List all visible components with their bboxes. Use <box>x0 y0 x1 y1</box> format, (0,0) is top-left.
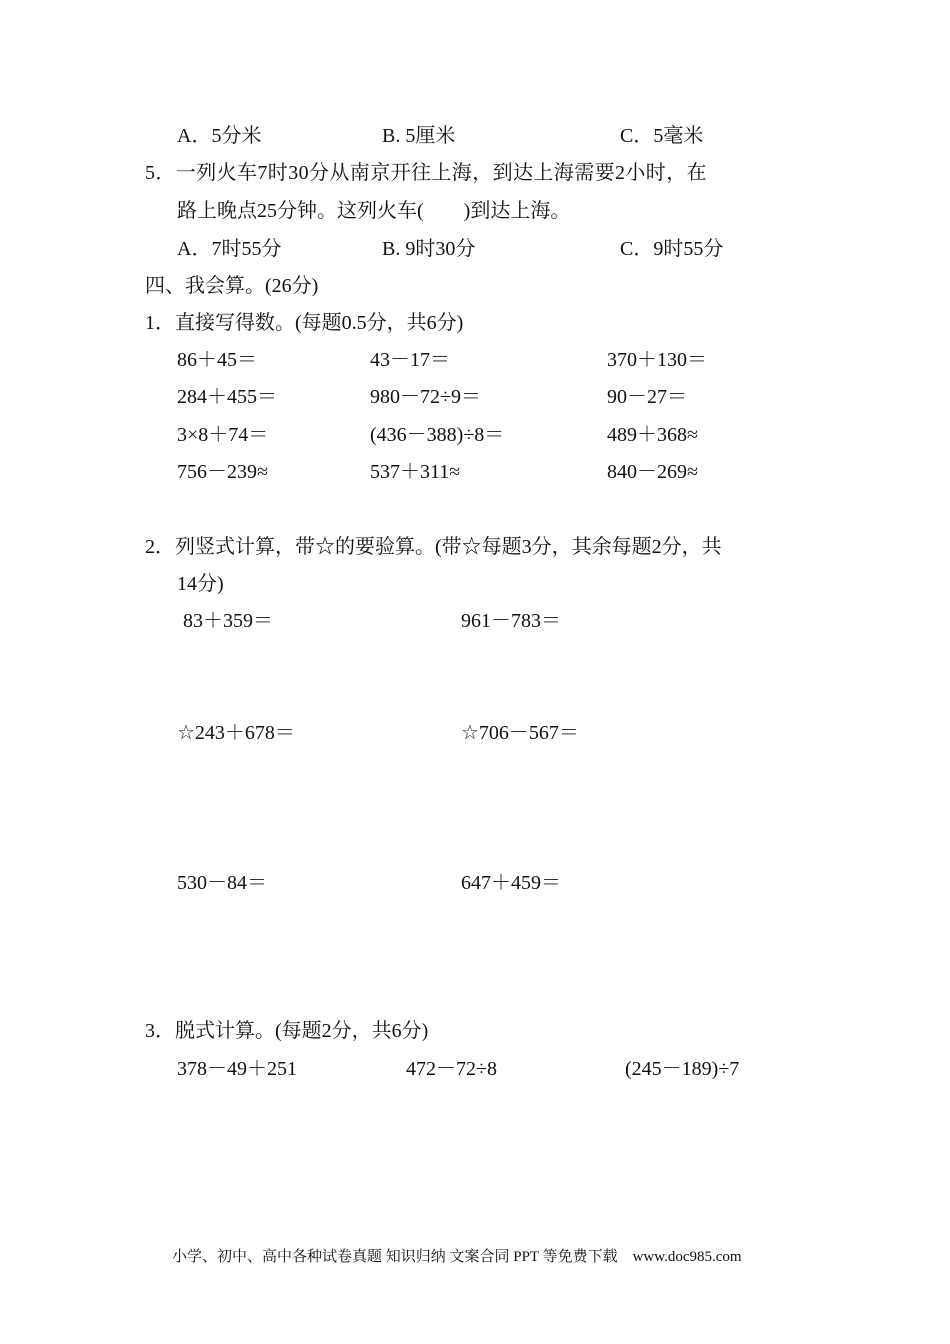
part1-r3c3: 489＋368≈ <box>607 424 698 446</box>
part1-r3c2: (436－388)÷8＝ <box>370 424 505 446</box>
part3-item-2: 472－72÷8 <box>406 1058 497 1080</box>
part2-r3c2: 647＋459＝ <box>461 872 561 894</box>
part3-item-1: 378－49＋251 <box>177 1058 297 1080</box>
part1-r4c2: 537＋311≈ <box>370 461 461 483</box>
q5-option-c: C．9时55分 <box>620 238 724 260</box>
part1-r2c1: 284＋455＝ <box>177 386 277 408</box>
part2-r2c1: ☆243＋678＝ <box>177 722 295 744</box>
part2-r3c1: 530－84＝ <box>177 872 267 894</box>
q4-option-c: C．5毫米 <box>620 125 704 147</box>
part2-r1c2: 961－783＝ <box>461 610 561 632</box>
part1-r2c3: 90－27＝ <box>607 386 687 408</box>
part2-title-line2: 14分) <box>177 573 224 595</box>
part1-r2c2: 980－72÷9＝ <box>370 386 481 408</box>
q5-option-b: B. 9时30分 <box>382 238 476 260</box>
part1-r4c3: 840－269≈ <box>607 461 698 483</box>
part2-r1c1: 83＋359＝ <box>183 610 273 632</box>
part1-r3c1: 3×8＋74＝ <box>177 424 269 446</box>
part3-item-3: (245－189)÷7 <box>625 1058 740 1080</box>
q5-line2: 路上晚点25分钟。这列火车( )到达上海。 <box>177 200 571 222</box>
part2-title-line1: 2．列竖式计算，带☆的要验算。(带☆每题3分，其余每题2分，共 <box>145 536 722 558</box>
part2-r2c2: ☆706－567＝ <box>461 722 579 744</box>
q5-line1: 5．一列火车7时30分从南京开往上海，到达上海需要2小时，在 <box>145 162 707 184</box>
section-4-title: 四、我会算。(26分) <box>145 275 319 297</box>
part1-r1c2: 43－17＝ <box>370 349 450 371</box>
part1-title: 1．直接写得数。(每题0.5分，共6分) <box>145 312 464 334</box>
part1-r1c1: 86＋45＝ <box>177 349 257 371</box>
q5-option-a: A．7时55分 <box>177 238 282 260</box>
q4-option-b: B. 5厘米 <box>382 125 456 147</box>
q4-option-a: A．5分米 <box>177 125 262 147</box>
part1-r4c1: 756－239≈ <box>177 461 268 483</box>
part3-title: 3．脱式计算。(每题2分，共6分) <box>145 1020 429 1042</box>
footer-text: 小学、初中、高中各种试卷真题 知识归纳 文案合同 PPT 等免费下载 www.doc985.com <box>172 1249 742 1265</box>
part1-r1c3: 370＋130＝ <box>607 349 707 371</box>
